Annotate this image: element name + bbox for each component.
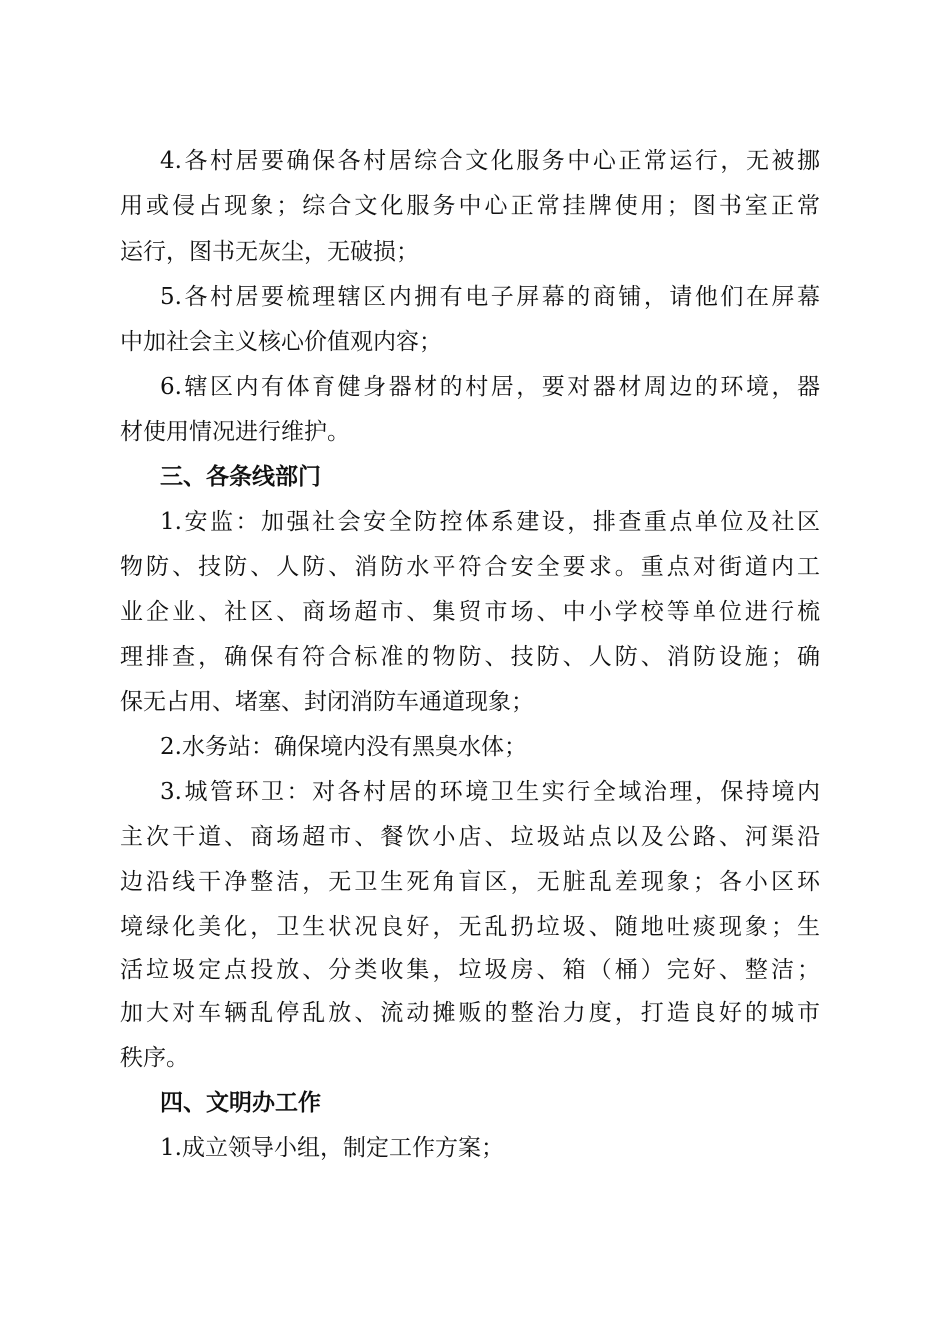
text-line: 保无占用、堵塞、封闭消防车通道现象；	[120, 689, 534, 715]
text-line: 用或侵占现象；综合文化服务中心正常挂牌使用；图书室正常	[120, 193, 820, 219]
text-line: 运行，图书无灰尘，无破损；	[120, 239, 419, 265]
text-line: 秩序。	[120, 1045, 189, 1071]
text-line: 境绿化美化，卫生状况良好，无乱扔垃圾、随地吐痰现象；生	[120, 914, 820, 940]
text-line: 2.水务站：确保境内没有黑臭水体；	[160, 734, 527, 760]
text-line: 主次干道、商场超市、餐饮小店、垃圾站点以及公路、河渠沿	[120, 824, 820, 850]
text-line: 1.成立领导小组，制定工作方案；	[160, 1135, 504, 1161]
text-line: 物防、技防、人防、消防水平符合安全要求。重点对街道内工	[120, 554, 820, 580]
text-line: 加大对车辆乱停乱放、流动摊贩的整治力度，打造良好的城市	[120, 1000, 820, 1026]
text-line: 活垃圾定点投放、分类收集，垃圾房、箱（桶）完好、整洁；	[120, 957, 820, 983]
text-line: 中加社会主义核心价值观内容；	[120, 329, 442, 355]
text-line: 材使用情况进行维护。	[120, 419, 350, 445]
text-line: 3.城管环卫：对各村居的环境卫生实行全域治理，保持境内	[160, 779, 820, 805]
text-line: 6.辖区内有体育健身器材的村居，要对器材周边的环境，器	[160, 374, 820, 400]
section-heading: 四、文明办工作	[160, 1090, 321, 1116]
text-line: 理排查，确保有符合标准的物防、技防、人防、消防设施；确	[120, 644, 820, 670]
text-line: 1.安监：加强社会安全防控体系建设，排查重点单位及社区	[160, 509, 820, 535]
text-line: 业企业、社区、商场超市、集贸市场、中小学校等单位进行梳	[120, 599, 820, 625]
text-line: 4.各村居要确保各村居综合文化服务中心正常运行，无被挪	[160, 148, 820, 174]
section-heading: 三、各条线部门	[160, 464, 321, 490]
text-line: 边沿线干净整洁，无卫生死角盲区，无脏乱差现象；各小区环	[120, 869, 820, 895]
text-line: 5.各村居要梳理辖区内拥有电子屏幕的商铺，请他们在屏幕	[160, 284, 820, 310]
